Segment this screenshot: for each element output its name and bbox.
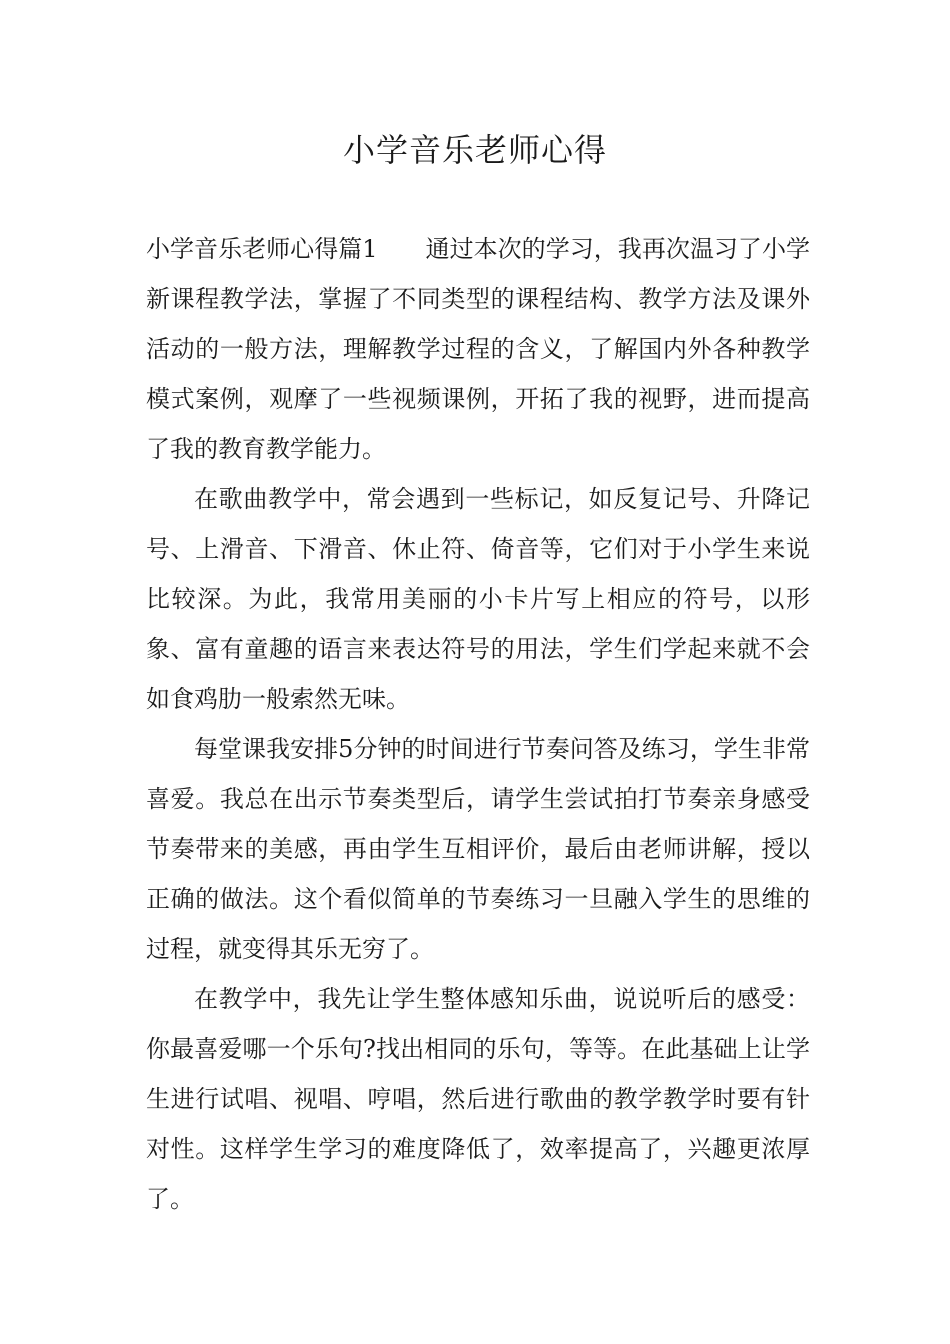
paragraph-4: 在教学中，我先让学生整体感知乐曲，说说听后的感受：你最喜爱哪一个乐句?找出相同的乐句，等等。在此基础上让学生进行试唱、视唱、哼唱，然后进行歌曲的教学教学时要有针对性。这样学生学习的难度降低了，效率提高了，兴趣更浓厚了。 <box>146 985 810 1213</box>
paragraph-1 <box>146 224 810 474</box>
section-heading: 小学音乐老师心得篇1 <box>146 235 378 263</box>
paragraph-3: 每堂课我安排5分钟的时间进行节奏问答及练习，学生非常喜爱。我总在出示节奏类型后，请学生尝试拍打节奏亲身感受节奏带来的美感，再由学生互相评价，最后由老师讲解，授以正确的做法。这个看似简单的节奏练习一旦融入学生的思维的过程，就变得其乐无穷了。 <box>146 735 810 963</box>
document-body <box>146 224 810 1224</box>
paragraph-1-text: 通过本次的学习，我再次温习了小学新课程教学法，掌握了不同类型的课程结构、教学方法及课外活动的一般方法，理解教学过程的含义，了解国内外各种教学模式案例，观摩了一些视频课例，开拓了我的视野，进而提高了我的教育教学能力。 <box>146 235 810 463</box>
paragraph-2: 在歌曲教学中，常会遇到一些标记，如反复记号、升降记号、上滑音、下滑音、休止符、倚音等，它们对于小学生来说比较深。为此，我常用美丽的小卡片写上相应的符号，以形象、富有童趣的语言来表达符号的用法，学生们学起来就不会如食鸡肋一般索然无味。 <box>146 485 810 713</box>
document-title: 小学音乐老师心得 <box>342 131 607 169</box>
